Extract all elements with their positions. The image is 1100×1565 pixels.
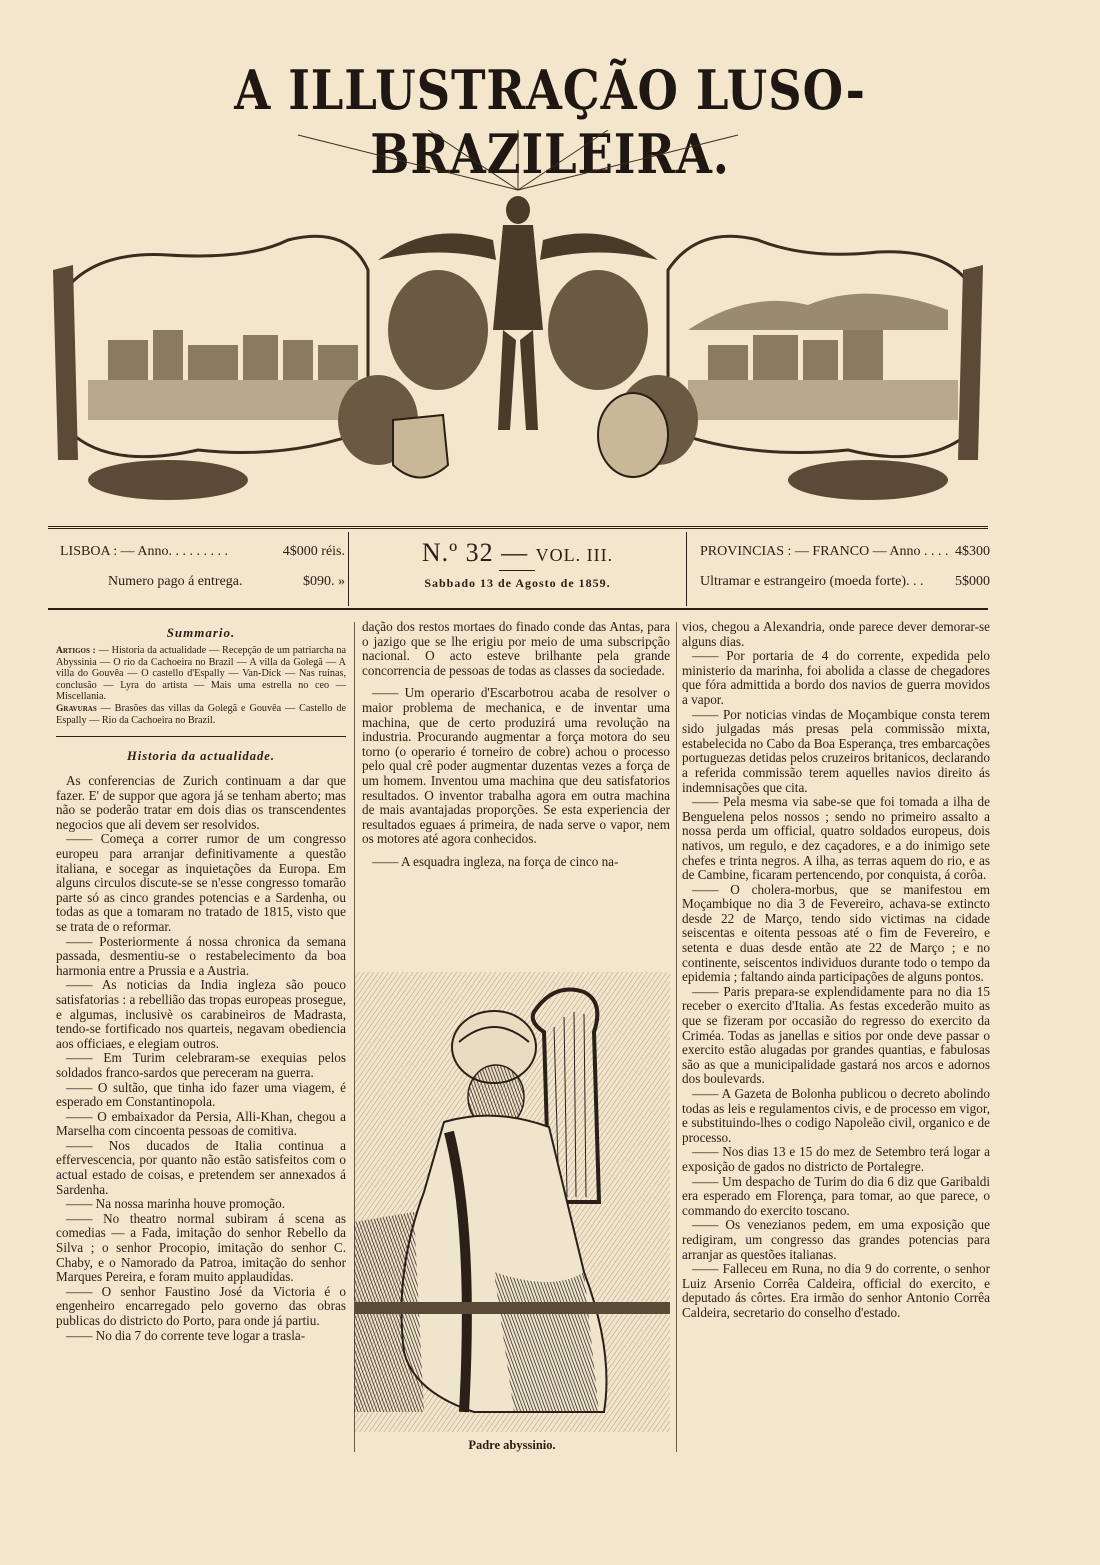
- header-rule-bottom: [48, 608, 988, 610]
- provincias-anno-price: 4$300: [955, 544, 990, 559]
- volume-number: VOL. III.: [535, 545, 614, 565]
- summary-engravings: [56, 703, 346, 727]
- issue-number: N.º 32: [421, 538, 494, 567]
- column-2: [362, 620, 670, 870]
- article-paragraph: —— No dia 7 do corrente teve logar a trasla-: [66, 1327, 306, 1343]
- article-title: Historia da actualidade.: [127, 749, 275, 764]
- article-paragraph: —— Um despacho de Turim do dia 6 diz que Garibaldi era esperado em Florença, para tomar, ao que parece, o commando do exercito toscano.: [682, 1173, 990, 1218]
- issue-separator: —: [501, 538, 529, 567]
- article-paragraph: —— O sultão, que tinha ido fazer uma viagem, é esperado em Constantinopola.: [56, 1079, 346, 1110]
- article-paragraph: —— Posteriormente á nossa chronica da semana passada, desmentiu-se o restabelecimento da boa harmonia entre a Prussia e a Austria.: [56, 933, 346, 978]
- masthead-title: A ILLUSTRAÇÃO LUSO-BRAZILEIRA.: [234, 58, 866, 186]
- article-paragraph: —— Por noticias vindas de Moçambique consta terem sido julgadas más presas pela commissão mixta, estabelecida no Cabo da Boa Esperança, tres embarcações portuguezas detidas pelos cruzeiros britanicos, declarando a referida commissão terem aquelles navios direito ás indemnisações que cita.: [682, 706, 990, 795]
- numero-label: Numero pago á entrega.: [108, 574, 243, 589]
- provincias-anno-label: PROVINCIAS : — FRANCO — Anno . . . .: [700, 544, 949, 559]
- column-1: [56, 620, 346, 1343]
- article-paragraph: —— Nos ducados de Italia continua a effervescencia, por quanto não estão satisfeitos com o actual estado de coisas, e pretendem ser annexados á Sardenha.: [56, 1137, 346, 1197]
- article-paragraph: —— A esquadra ingleza, na força de cinco na-: [372, 853, 619, 869]
- article-paragraph: —— O senhor Faustino José da Victoria é o engenheiro encarregado pelo governo das obras publicas do districto do Porto, para onde já partiu.: [56, 1283, 346, 1328]
- ultramar-price: 5$000: [955, 574, 990, 589]
- summary-articles-label: Artigos :: [56, 645, 96, 656]
- subscription-lisboa: [60, 532, 345, 606]
- summary-rule: [56, 736, 346, 737]
- masthead-engraving: [48, 130, 988, 515]
- summary-engravings-label: Gravuras: [56, 703, 97, 714]
- article-paragraph: —— Os venezianos pedem, em uma exposição que redigiram, um congresso das grandes potencias para arranjar as questões italianas.: [682, 1217, 990, 1262]
- header-rule-top: [48, 526, 988, 529]
- numero-price: $090. »: [303, 574, 345, 589]
- illustration-caption: Padre abyssinio.: [468, 1438, 556, 1452]
- column-3: [682, 620, 990, 1321]
- lisboa-anno-price: 4$000 réis.: [282, 544, 345, 559]
- article-paragraph: vios, chegou a Alexandria, onde parece dever demorar-se alguns dias.: [682, 619, 990, 649]
- article-paragraph: As conferencias de Zurich continuam a dar que fazer. E' de suppor que agora já se tenham aberto; mas não se poderão tratar em dois dias os transcendentes negocios que ali devem ser resolvidos.: [56, 773, 346, 832]
- article-paragraph: —— O embaixador da Persia, Alli-Khan, chegou a Marselha com cincoenta pessoas de comitiva.: [56, 1108, 346, 1139]
- article-paragraph: —— Começa a correr rumor de um congresso europeu para arranjar definitivamente a questão italiana, e socegar as inquietações da Europa. Em alguns circulos discute-se se n'esse congresso tomarão parte só as cinco grandes potencias e a Sardenha, ou todas as que a tomaram no tratado de 1815, visto que se trata de o reformar.: [56, 831, 346, 934]
- article-paragraph: —— A Gazeta de Bolonha publicou o decreto abolindo todas as leis e regulamentos civis, e de processo em vigor, e substituindo-lhes o codigo Napoleão civil, organico e de processo.: [682, 1086, 990, 1145]
- column-divider: [676, 622, 677, 1452]
- article-paragraph: —— Paris prepara-se explendidamente para no dia 15 receber o exercito d'Italia. As festas excederão muito as que se fizeram por occasião do regresso do exercito da Criméa. Todas as janellas e sitios por onde deve passar o exercito estão alugadas por grandes quantias, e fabulosas são as que a municipalidade gastará nos arcos e adornos dos boulevards.: [682, 983, 990, 1087]
- article-paragraph: —— As noticias da India ingleza são pouco satisfatorias : a rebellião das tropas europeas prosegue, e algumas, inclusivè os carabineiros de Madrasta, tendo-se fortificado nos quarteis, negavam obediencia aos officiaes, e elegiam outros.: [56, 977, 346, 1051]
- article-paragraph: —— Em Turim celebraram-se exequias pelos soldados franco-sardos que pereceram na guerra.: [56, 1050, 346, 1080]
- summary-articles-text: — Historia da actualidade — Recepção de um patriarcha na Abyssinia — O rio da Cachoeira no Brazil — A villa da Golegã — A villa do Gouvêa — O castello d'Espally — Van-Dick — Nas ruinas, conclusão — Lyra do artista — Mais uma estrella no ceo — Miscellania.: [56, 644, 346, 703]
- padre-abyssinio-engraving: [354, 972, 670, 1432]
- article-paragraph: —— Nos dias 13 e 15 do mez de Setembro terá logar a exposição de gados no districto de Portalegre.: [682, 1144, 990, 1174]
- article-paragraph: —— Na nossa marinha houve promoção.: [66, 1196, 286, 1212]
- article-paragraph: —— Pela mesma via sabe-se que foi tomada a ilha de Benguelena pelos nossos ; sendo no primeiro assalto a nossa perda um official, quatro soldados europeus, dois nativos, um regulo, e dez caçadores, e a do inimigo sete chefes e trinta negros. A ilha, as terras aquem do rio, e as de Cambine, ficaram pertencendo, por conquista, á corôa.: [682, 794, 990, 883]
- article-paragraph: dação dos restos mortaes do finado conde das Antas, para o jazigo que se lhe erigiu por meio de uma subscripção nacional. O acto esteve brilhante pela grande concorrencia de pessoas de todas as classes da sociedade.: [362, 619, 670, 678]
- summary-engravings-text: — Brasões das villas da Golegã e Gouvêa — Castello de Espally — Rio da Cachoeira no Brazil.: [56, 702, 346, 727]
- article-paragraph: —— Por portaria de 4 do corrente, expedida pelo ministerio da marinha, foi abolida a classe de chegadores que fóra admittida a bordo dos navios de guerra movidos a vapor.: [682, 648, 990, 707]
- subscription-provincias: [700, 532, 990, 606]
- issue-info: [348, 532, 687, 606]
- article-paragraph: —— No theatro normal subiram á scena as comedias — a Fada, imitação do senhor Rebello da Silva ; o senhor Procopio, imitação do senhor C. Chaby, e o Namorado da Patroa, imitação do senhor Marques Pereira, e foram muito applaudidas.: [56, 1210, 346, 1285]
- lisboa-anno-label: LISBOA : — Anno. . . . . . . . .: [60, 544, 229, 559]
- summary-articles: [56, 645, 346, 703]
- ultramar-label: Ultramar e estrangeiro (moeda forte). . .: [700, 574, 924, 589]
- issue-date: Sabbado 13 de Agosto de 1859.: [349, 576, 686, 591]
- summary-title: Summario.: [166, 625, 236, 640]
- article-paragraph: —— Falleceu em Runa, no dia 9 do corrente, o senhor Luiz Arsenio Corrêa Caldeira, official do exercito, e deputado ás côrtes. Era irmão do senhor Antonio Corrêa Caldeira, secretario do conselho d'estado.: [682, 1261, 990, 1320]
- article-paragraph: —— O cholera-morbus, que se manifestou em Moçambique no dia 3 de Fevereiro, achava-se extincto desde 22 de Março, tendo sido victimas na cidade seiscentas e oitenta pessoas até o fim de Fevereiro, e setenta e duas desde então ate 22 de Março ; e no continente, seiscentos individuos durante todo o tempo da epidemia ; faltando ainda participações de alguns pontos.: [682, 881, 990, 985]
- article-paragraph: —— Um operario d'Escarbotrou acaba de resolver o maior problema de mechanica, e de inventar uma machina, que de certo produzirá uma revolução na industria. Procurando augmentar a força motora do seu torno (o operario é torneiro de cobre) achou o processo pelo qual crê poder augmentar duzentas vezes a força de um homem. Inventou uma machina que deu satisfatorios resultados. O inventor trabalha agora em outra machina de mais avantajadas proporções. Se esta experiencia der resultados eguaes á primeira, de nada serve o vapor, nem os motores até agora conhecidos.: [362, 685, 670, 847]
